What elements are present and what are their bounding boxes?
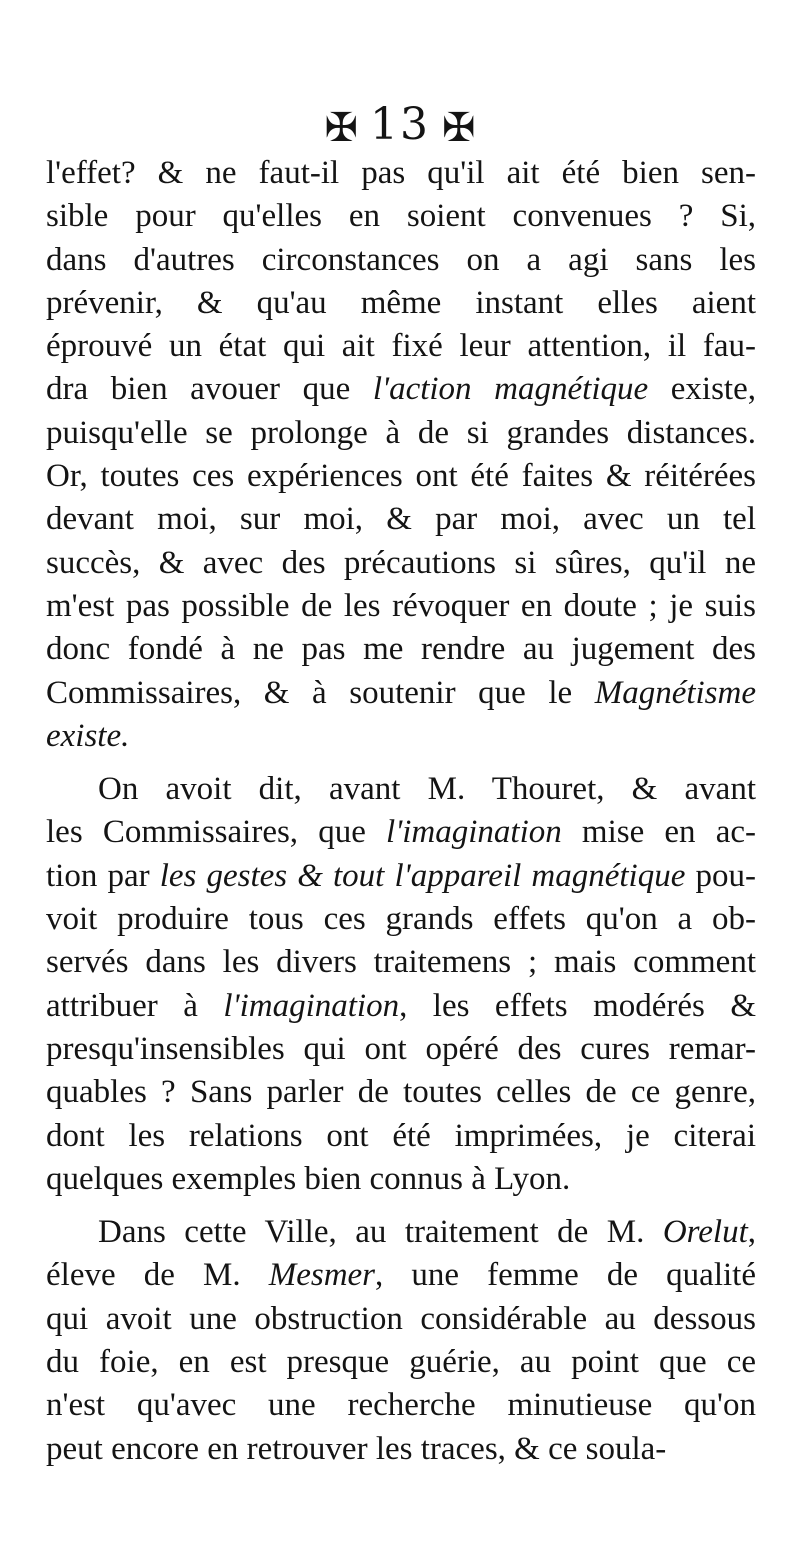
text-line bbox=[46, 282, 756, 325]
text-run: presqu'insensibles qui ont opéré des cures remar- bbox=[46, 1030, 756, 1067]
text-line bbox=[46, 1158, 756, 1201]
text-run: l'effet? & ne faut-il pas qu'il ait été bien sen- bbox=[46, 155, 756, 191]
text-run: dra bien avouer que bbox=[46, 371, 373, 408]
text-run: servés dans les divers traitemens ; mais comment bbox=[46, 944, 756, 981]
text-line bbox=[46, 368, 756, 411]
text-run: , bbox=[747, 1214, 756, 1251]
text-run: les Commissaires, que bbox=[46, 814, 387, 851]
text-line bbox=[46, 768, 756, 811]
text-run: peut encore en retrouver les traces, & ce soula- bbox=[46, 1430, 667, 1467]
italic-run: l'imagination bbox=[386, 814, 562, 851]
italic-run: l'action magnétique bbox=[372, 371, 649, 408]
text-run: Or, toutes ces expériences ont été faites & réitérées bbox=[46, 458, 756, 495]
text-run: succès, & avec des précautions si sûres, qu'il ne bbox=[46, 544, 756, 581]
text-run: quelques exemples bien connus à Lyon. bbox=[46, 1160, 571, 1197]
italic-run: l'imagination bbox=[223, 987, 400, 1024]
text-line bbox=[46, 811, 756, 854]
text-line bbox=[46, 1341, 756, 1384]
text-run: n'est qu'avec une recherche minutieuse qu'on bbox=[46, 1387, 756, 1424]
text-run: donc fondé à ne pas me rendre au jugement des bbox=[46, 631, 756, 668]
text-line bbox=[46, 941, 756, 984]
ornament-right-icon: ✠ bbox=[442, 105, 476, 151]
text-run: dans d'autres circonstances on a agi sans les bbox=[46, 241, 756, 278]
italic-run: Orelut bbox=[662, 1214, 748, 1251]
text-line bbox=[46, 715, 756, 758]
text-run: Dans cette Ville, au traitement de M. bbox=[98, 1214, 663, 1251]
body-text bbox=[46, 152, 756, 1471]
text-run: tion par bbox=[46, 857, 160, 894]
italic-run: existe. bbox=[46, 717, 130, 754]
text-line bbox=[46, 985, 756, 1028]
text-line bbox=[46, 152, 756, 195]
text-run: dont les relations ont été imprimées, je citerai bbox=[46, 1117, 756, 1154]
text-run: puisqu'elle se prolonge à de si grandes distances. bbox=[46, 414, 756, 451]
text-run: m'est pas possible de les révoquer en doute ; je suis bbox=[46, 587, 756, 624]
text-run: Commissaires, & à soutenir que le bbox=[46, 674, 595, 711]
text-line bbox=[46, 1211, 756, 1254]
text-line bbox=[46, 1254, 756, 1297]
text-line bbox=[46, 1384, 756, 1427]
italic-run: les gestes & tout l'appareil magnétique bbox=[159, 857, 686, 894]
text-run: qui avoit une obstruction considérable au dessous bbox=[46, 1300, 756, 1337]
text-line bbox=[46, 239, 756, 282]
text-line bbox=[46, 855, 756, 898]
page-header bbox=[0, 100, 800, 153]
text-run: devant moi, sur moi, & par moi, avec un tel bbox=[46, 501, 756, 538]
text-run: On avoit dit, avant M. Thouret, & avant bbox=[98, 771, 756, 808]
text-run: , les effets modérés & bbox=[399, 987, 756, 1024]
ornament-left-icon: ✠ bbox=[324, 105, 358, 151]
text-run: éleve de M. bbox=[46, 1257, 269, 1294]
text-line bbox=[46, 585, 756, 628]
text-line bbox=[46, 1071, 756, 1114]
text-run: du foie, en est presque guérie, au point que ce bbox=[46, 1344, 756, 1381]
text-line bbox=[46, 898, 756, 941]
text-run: quables ? Sans parler de toutes celles de ce genre, bbox=[46, 1074, 756, 1111]
text-line bbox=[46, 628, 756, 671]
text-run: sible pour qu'elles en soient convenues ? Si, bbox=[46, 198, 756, 235]
text-line bbox=[46, 455, 756, 498]
italic-run: Mesmer bbox=[268, 1257, 376, 1294]
text-line bbox=[46, 1028, 756, 1071]
text-run: éprouvé un état qui ait fixé leur attention, il fau- bbox=[46, 328, 756, 365]
text-run: mise en ac- bbox=[561, 814, 756, 851]
text-line bbox=[46, 498, 756, 541]
text-line bbox=[46, 325, 756, 368]
text-line bbox=[46, 1428, 756, 1471]
text-line bbox=[46, 1298, 756, 1341]
text-run: pou- bbox=[685, 857, 756, 894]
italic-run: Magnétisme bbox=[594, 674, 756, 711]
text-run: attribuer à bbox=[46, 987, 224, 1024]
text-run: , une femme de qualité bbox=[375, 1257, 756, 1294]
text-run: voit produire tous ces grands effets qu'on a ob- bbox=[46, 901, 756, 938]
page-number: 13 bbox=[370, 99, 430, 150]
text-run: existe, bbox=[648, 371, 756, 408]
text-line bbox=[46, 412, 756, 455]
text-line bbox=[46, 195, 756, 238]
text-line bbox=[46, 542, 756, 585]
text-line bbox=[46, 672, 756, 715]
text-line bbox=[46, 1115, 756, 1158]
text-run: prévenir, & qu'au même instant elles aient bbox=[46, 284, 756, 321]
